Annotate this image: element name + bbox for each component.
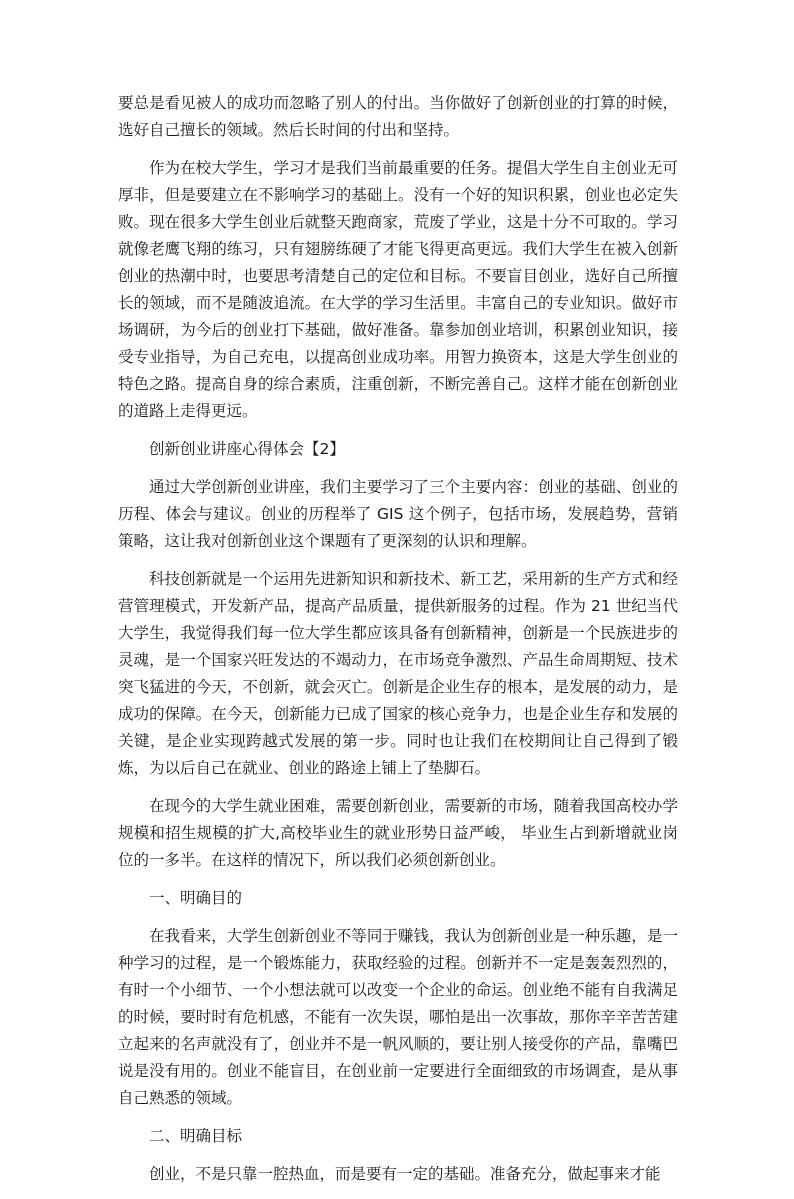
subheading-purpose: 一、明确目的 (149, 889, 243, 907)
paragraph-continuation: 要总是看见被人的成功而忽略了别人的付出。当你做好了创新创业的打算的时候，选好自己擅长的领域。然后长时间的付出和坚持。 (118, 94, 678, 139)
document-page (118, 90, 678, 1199)
paragraph-goal: 创业，不是只靠一腔热血，而是要有一定的基础。准备充分，做起事来才能 (149, 1165, 661, 1183)
subheading-goal: 二、明确目标 (149, 1127, 243, 1145)
paragraph-tech-innovation: 科技创新就是一个运用先进新知识和新技术、新工艺，采用新的生产方式和经营管理模式，开发新产品，提高产品质量，提供新服务的过程。作为 21 世纪当代大学生，我觉得我们每一位大学生都应该具备有创新精神，创新是一个民族进步的灵魂，是一个国家兴旺发达的不竭动力，在市场竞争激烈、产品生命周期短、技术突飞猛进的今天，不创新，就会灭亡。创新是企业生存的根本，是发展的动力，是成功的保障。在今天，创新能力已成了国家的核心竞争力，也是企业生存和发展的关键，是企业实现跨越式发展的第一步。同时也让我们在校期间让自己得到了锻炼，为以后自己在就业、创业的路途上铺上了垫脚石。 (118, 570, 678, 777)
paragraph-employment: 在现今的大学生就业困难，需要创新创业，需要新的市场，随着我国高校办学规模和招生规模的扩大,高校毕业生的就业形势日益严峻， 毕业生占到新增就业岗位的一多半。在这样的情况下，所以我们必须创新创业。 (118, 797, 678, 869)
paragraph-purpose: 在我看来，大学生创新创业不等同于赚钱，我认为创新创业是一种乐趣，是一种学习的过程，是一个锻炼能力，获取经验的过程。创新并不一定是轰轰烈烈的，有时一个小细节、一个小想法就可以改变一个企业的命运。创业绝不能有自我满足的时候，要时时有危机感，不能有一次失误，哪怕是出一次事故，那你辛辛苦苦建立起来的名声就没有了，创业并不是一帆风顺的，要让别人接受你的产品，靠嘴巴说是没有用的。创业不能盲目，在创业前一定要进行全面细致的市场调查，是从事自己熟悉的领域。 (118, 927, 678, 1107)
section-title: 创新创业讲座心得体会【2】 (149, 440, 345, 458)
paragraph-study-priority: 作为在校大学生，学习才是我们当前最重要的任务。提倡大学生自主创业无可厚非，但是要建立在不影响学习的基础上。没有一个好的知识积累，创业也必定失败。现在很多大学生创业后就整天跑商家，荒废了学业，这是十分不可取的。学习就像老鹰飞翔的练习，只有翅膀练硬了才能飞得更高更远。我们大学生在被入创新创业的热潮中时，也要思考清楚自己的定位和目标。不要盲目创业，选好自己所擅长的领域，而不是随波追流。在大学的学习生活里。丰富自己的专业知识。做好市场调研，为今后的创业打下基础，做好准备。靠参加创业培训，积累创业知识，接受专业指导，为自己充电，以提高创业成功率。用智力换资本，这是大学生创业的特色之路。提高自身的综合素质，注重创新，不断完善自己。这样才能在创新创业的道路上走得更远。 (118, 159, 678, 420)
paragraph-lecture-summary: 通过大学创新创业讲座，我们主要学习了三个主要内容：创业的基础、创业的历程、体会与建议。创业的历程举了 GIS 这个例子，包括市场，发展趋势，营销策略，这让我对创新创业这个课题有了更深刻的认识和理解。 (118, 478, 678, 550)
